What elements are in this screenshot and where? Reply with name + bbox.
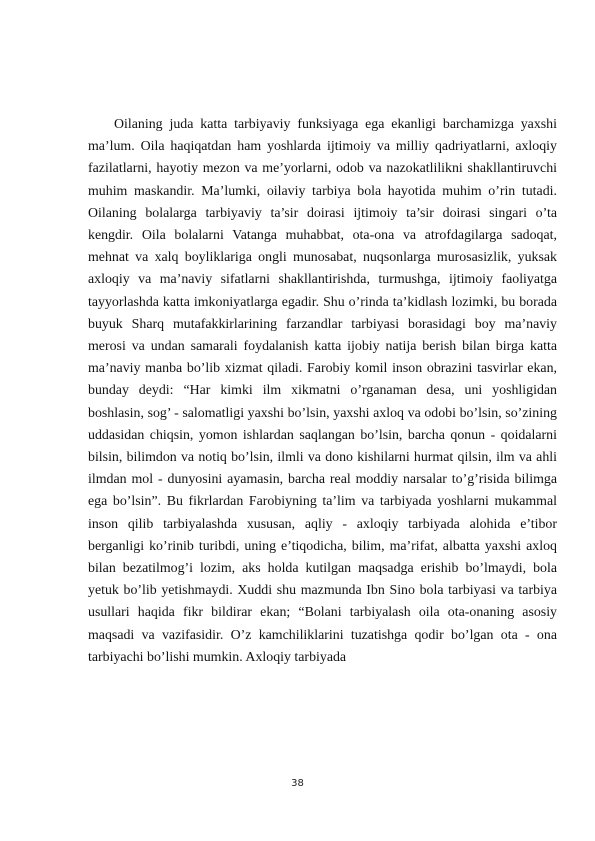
body-paragraph: Oilaning juda katta tarbiyaviy funksiyaga ega ekanligi barchamizga yaxshi ma’lum. Oila haqiqatdan ham yoshlarda ijtimoiy va milliy qadriyatlarni, axloqiy fazilatlarni, hayotiy mezon va me’yorlarni, odob va nazokatlilikni shakllantiruvchi muhim maskandir. Ma’lumki, oilaviy tarbiya bola hayotida muhim o’rin tutadi. Oilaning bolalarga tarbiyaviy ta’sir doirasi ijtimoiy ta’sir doirasi singari o’ta kengdir. Oila bolalarni Vatanga muhabbat, ota-ona va atrofdagilarga sadoqat, mehnat va xalq boyliklariga ongli munosabat, nuqsonlarga murosasizlik, yuksak axloqiy va ma’naviy sifatlarni shakllantirishda, turmushga, ijtimoiy faoliyatga tayyorlashda katta imkoniyatlarga egadir. Shu o’rinda ta’kidlash lozimki, bu borada buyuk Sharq mutafakkirlarining farzandlar tarbiyasi borasidagi boy ma’naviy merosi va undan samarali foydalanish katta ijobiy natija berish bilan birga katta ma’naviy manba bo’lib xizmat qiladi. Farobiy komil inson obrazini tasvirlar ekan, bunday deydi: “Har kimki ilm xikmatni o’rganaman desa, uni yoshligidan boshlasin, sog’ - salomatligi yaxshi bo’lsin, yaxshi axloq va odobi bo’lsin, so’zining uddasidan chiqsin, yomon ishlardan saqlangan bo’lsin, barcha qonun - qoidalarni bilsin, bilimdon va notiq bo’lsin, ilmli va dono kishilarni hurmat qilsin, ilm va ahli ilmdan mol - dunyosini ayamasin, barcha real moddiy narsalar to’g’risida bilimga ega bo’lsin”. Bu fikrlardan Farobiyning ta’lim va tarbiyada yoshlarni mukammal inson qilib tarbiyalashda xususan, aqliy - axloqiy tarbiyada alohida e’tibor berganligi ko’rinib turibdi, uning e’tiqodicha, bilim, ma’rifat, albatta yaxshi axloq bilan bezatilmog’i lozim, aks holda kutilgan maqsadga erishib bo’lmaydi, bola yetuk bo’lib yetishmaydi. Xuddi shu mazmunda Ibn Sino bola tarbiyasi va tarbiya usullari haqida fikr bildirar ekan; “Bolani tarbiyalash oila ota-onaning asosiy maqsadi va vazifasidir. O’z kamchiliklarini tuzatishga qodir bo’lgan ota - ona tarbiyachi bo’lishi mumkin. Axloqiy tarbiyada xyxy=(88,117,557,665)
page-number: 38 xyxy=(291,778,304,789)
